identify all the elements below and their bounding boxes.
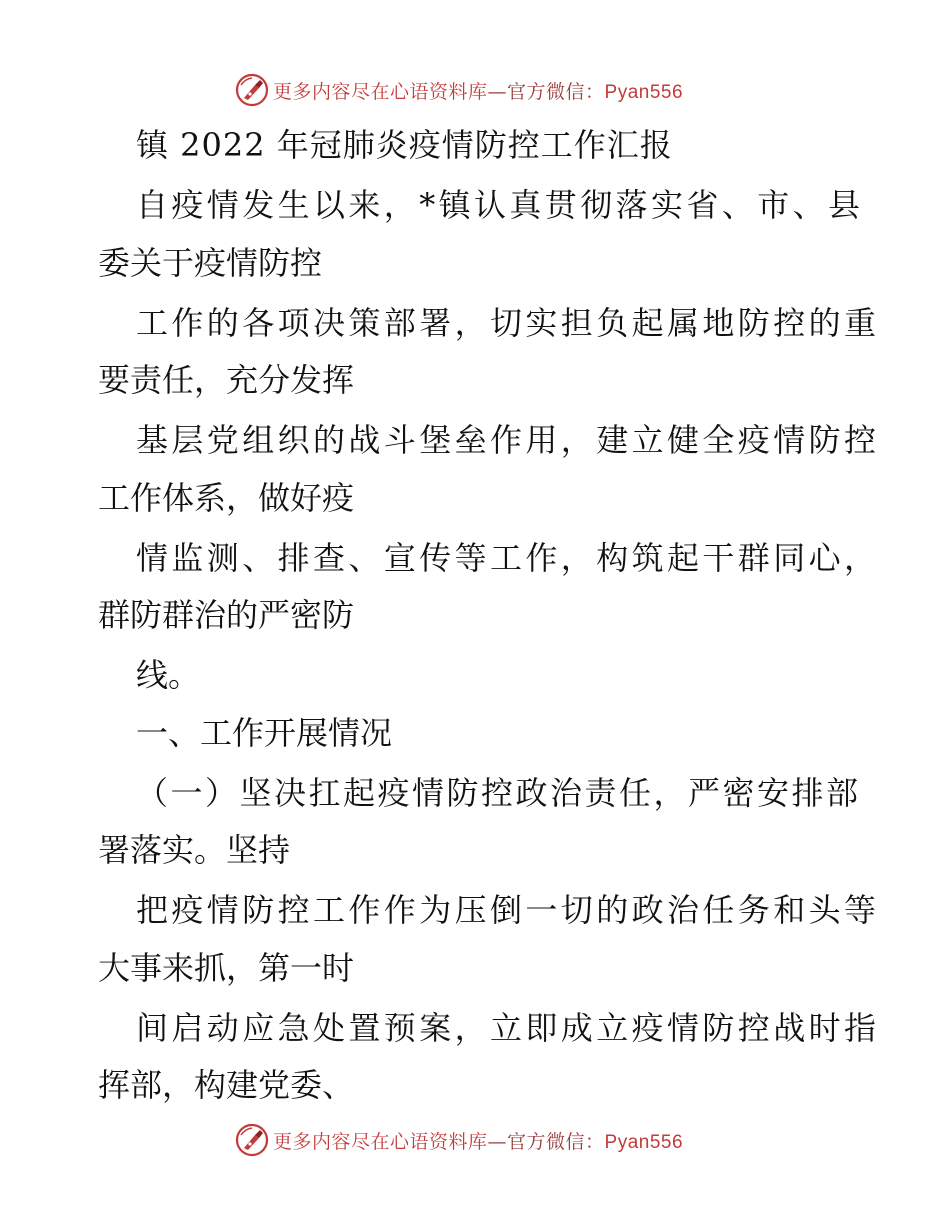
watermark-wechat-label: 官方微信： (507, 80, 605, 103)
watermark-banner-top (235, 72, 715, 108)
paragraph-line: 挥部，构建党委、 (98, 1066, 355, 1104)
paragraph-line: 自疫情发生以来，*镇认真贯彻落实省、市、县 (136, 186, 864, 224)
paragraph-line: 群防群治的严密防 (98, 596, 355, 634)
watermark-brand-text: 更多内容尽在心语资料库 (273, 1130, 488, 1153)
paragraph-line: 工作体系，做好疫 (98, 479, 355, 517)
pen-nib-logo-icon (235, 73, 269, 107)
paragraph-line: 署落实。坚持 (98, 831, 291, 869)
watermark-wechat-label: 官方微信： (507, 1130, 605, 1153)
watermark-separator: — (487, 80, 508, 103)
paragraph-line: 情监测、排查、宣传等工作，构筑起干群同心， (136, 539, 880, 577)
paragraph-line: 间启动应急处置预案，立即成立疫情防控战时指 (136, 1009, 880, 1047)
watermark-separator: — (487, 1130, 508, 1153)
watermark-banner-bottom (235, 1122, 715, 1158)
paragraph-line: 线。 (136, 656, 201, 694)
document-title: 镇 2022 年冠肺炎疫情防控工作汇报 (136, 126, 673, 164)
paragraph-line: 基层党组织的战斗堡垒作用，建立健全疫情防控 (136, 421, 880, 459)
paragraph-line: 要责任，充分发挥 (98, 361, 355, 399)
watermark-brand-text: 更多内容尽在心语资料库 (273, 80, 488, 103)
paragraph-line: 委关于疫情防控 (98, 244, 323, 282)
section-heading: 一、工作开展情况 (136, 714, 393, 752)
pen-nib-logo-icon (235, 1123, 269, 1157)
paragraph-line: 大事来抓，第一时 (98, 949, 355, 987)
watermark-wechat-id: Pyan556 (604, 81, 684, 103)
subsection-heading: （一）坚决扛起疫情防控政治责任，严密安排部 (136, 774, 861, 812)
paragraph-line: 把疫情防控工作作为压倒一切的政治任务和头等 (136, 891, 880, 929)
paragraph-line: 工作的各项决策部署，切实担负起属地防控的重 (136, 304, 880, 342)
watermark-wechat-id: Pyan556 (604, 1131, 684, 1153)
